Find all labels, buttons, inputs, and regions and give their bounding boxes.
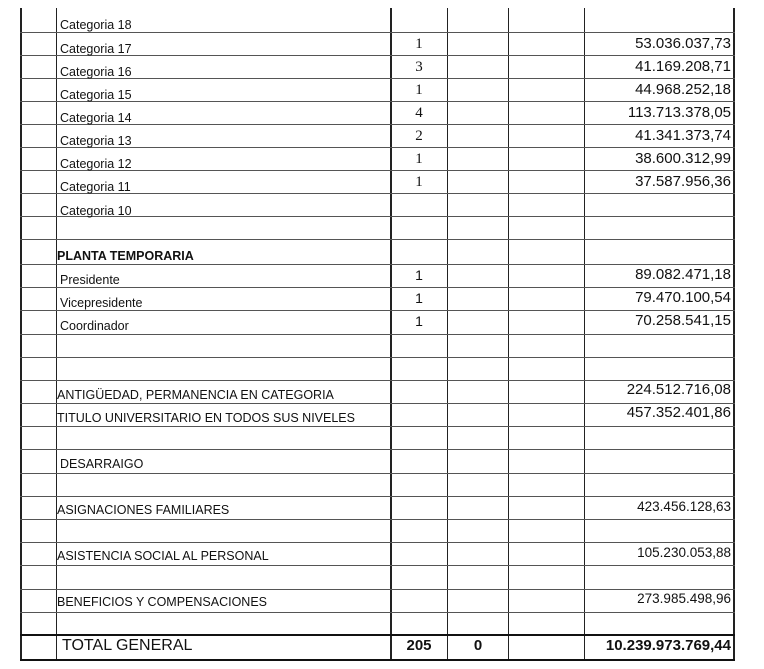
- row-label: Categoria 13: [60, 134, 132, 148]
- row-divider: [20, 542, 735, 543]
- total-qty-secondary: 0: [473, 637, 483, 654]
- row-amount: 41.169.208,71: [635, 58, 731, 75]
- row-qty: 1: [415, 267, 423, 283]
- row-label: Coordinador: [60, 319, 129, 333]
- row-label: ASISTENCIA SOCIAL AL PERSONAL: [57, 549, 269, 563]
- row-qty: 3: [415, 59, 423, 75]
- section-header: PLANTA TEMPORARIA: [57, 249, 194, 263]
- row-divider: [20, 357, 735, 358]
- row-label: Categoria 18: [60, 18, 132, 32]
- row-divider: [20, 239, 735, 240]
- row-divider: [20, 612, 735, 613]
- row-amount: 273.985.498,96: [637, 591, 731, 606]
- row-qty: 4: [415, 105, 423, 121]
- row-amount: 53.036.037,73: [635, 35, 731, 52]
- row-amount: 41.341.373,74: [635, 127, 731, 144]
- row-divider: [20, 32, 735, 33]
- row-amount: 224.512.716,08: [626, 381, 731, 398]
- row-label: Categoria 16: [60, 65, 132, 79]
- row-qty: 2: [415, 128, 423, 144]
- row-divider: [20, 334, 735, 335]
- row-amount: 113.713.378,05: [627, 104, 731, 121]
- row-qty: 1: [415, 151, 423, 167]
- total-amount: 10.239.973.769,44: [605, 637, 731, 654]
- row-label: Categoria 14: [60, 111, 132, 125]
- row-label: DESARRAIGO: [60, 457, 144, 471]
- row-amount: 44.968.252,18: [635, 81, 731, 98]
- row-label: TITULO UNIVERSITARIO EN TODOS SUS NIVELES: [57, 411, 355, 425]
- row-divider: [20, 473, 735, 474]
- row-divider: [20, 565, 735, 566]
- row-label: Categoria 12: [60, 157, 132, 171]
- row-label: Categoria 17: [60, 42, 132, 56]
- row-label: BENEFICIOS Y COMPENSACIONES: [57, 595, 268, 609]
- row-qty: 1: [415, 82, 423, 98]
- row-amount: 79.470.100,54: [635, 289, 731, 306]
- row-label: Categoria 10: [60, 204, 132, 218]
- row-label: Categoria 15: [60, 88, 132, 102]
- row-label: ANTIGÜEDAD, PERMANENCIA EN CATEGORIA: [57, 388, 334, 402]
- row-label: ASIGNACIONES FAMILIARES: [57, 503, 230, 517]
- row-amount: 70.258.541,15: [635, 312, 731, 329]
- total-qty: 205: [406, 637, 432, 654]
- row-divider: [20, 496, 735, 497]
- row-label: Presidente: [60, 273, 120, 287]
- row-qty: 1: [415, 174, 423, 190]
- row-divider: [20, 310, 735, 311]
- total-bottom-border: [20, 659, 735, 661]
- row-divider: [20, 589, 735, 590]
- row-amount: 38.600.312,99: [635, 150, 731, 167]
- row-divider: [20, 264, 735, 265]
- row-divider: [20, 519, 735, 520]
- row-label: Categoria 11: [60, 180, 131, 194]
- row-divider: [20, 449, 735, 450]
- row-amount: 423.456.128,63: [637, 499, 731, 514]
- row-amount: 89.082.471,18: [635, 266, 731, 283]
- total-top-border: [20, 634, 735, 636]
- row-qty: 1: [415, 313, 423, 329]
- row-divider: [20, 287, 735, 288]
- row-amount: 37.587.956,36: [635, 173, 731, 190]
- row-qty: 1: [415, 290, 423, 306]
- row-amount: 457.352.401,86: [626, 404, 731, 421]
- row-amount: 105.230.053,88: [637, 545, 731, 560]
- row-qty: 1: [415, 36, 423, 52]
- total-label: TOTAL GENERAL: [62, 637, 193, 654]
- row-divider: [20, 426, 735, 427]
- row-label: Vicepresidente: [60, 296, 143, 310]
